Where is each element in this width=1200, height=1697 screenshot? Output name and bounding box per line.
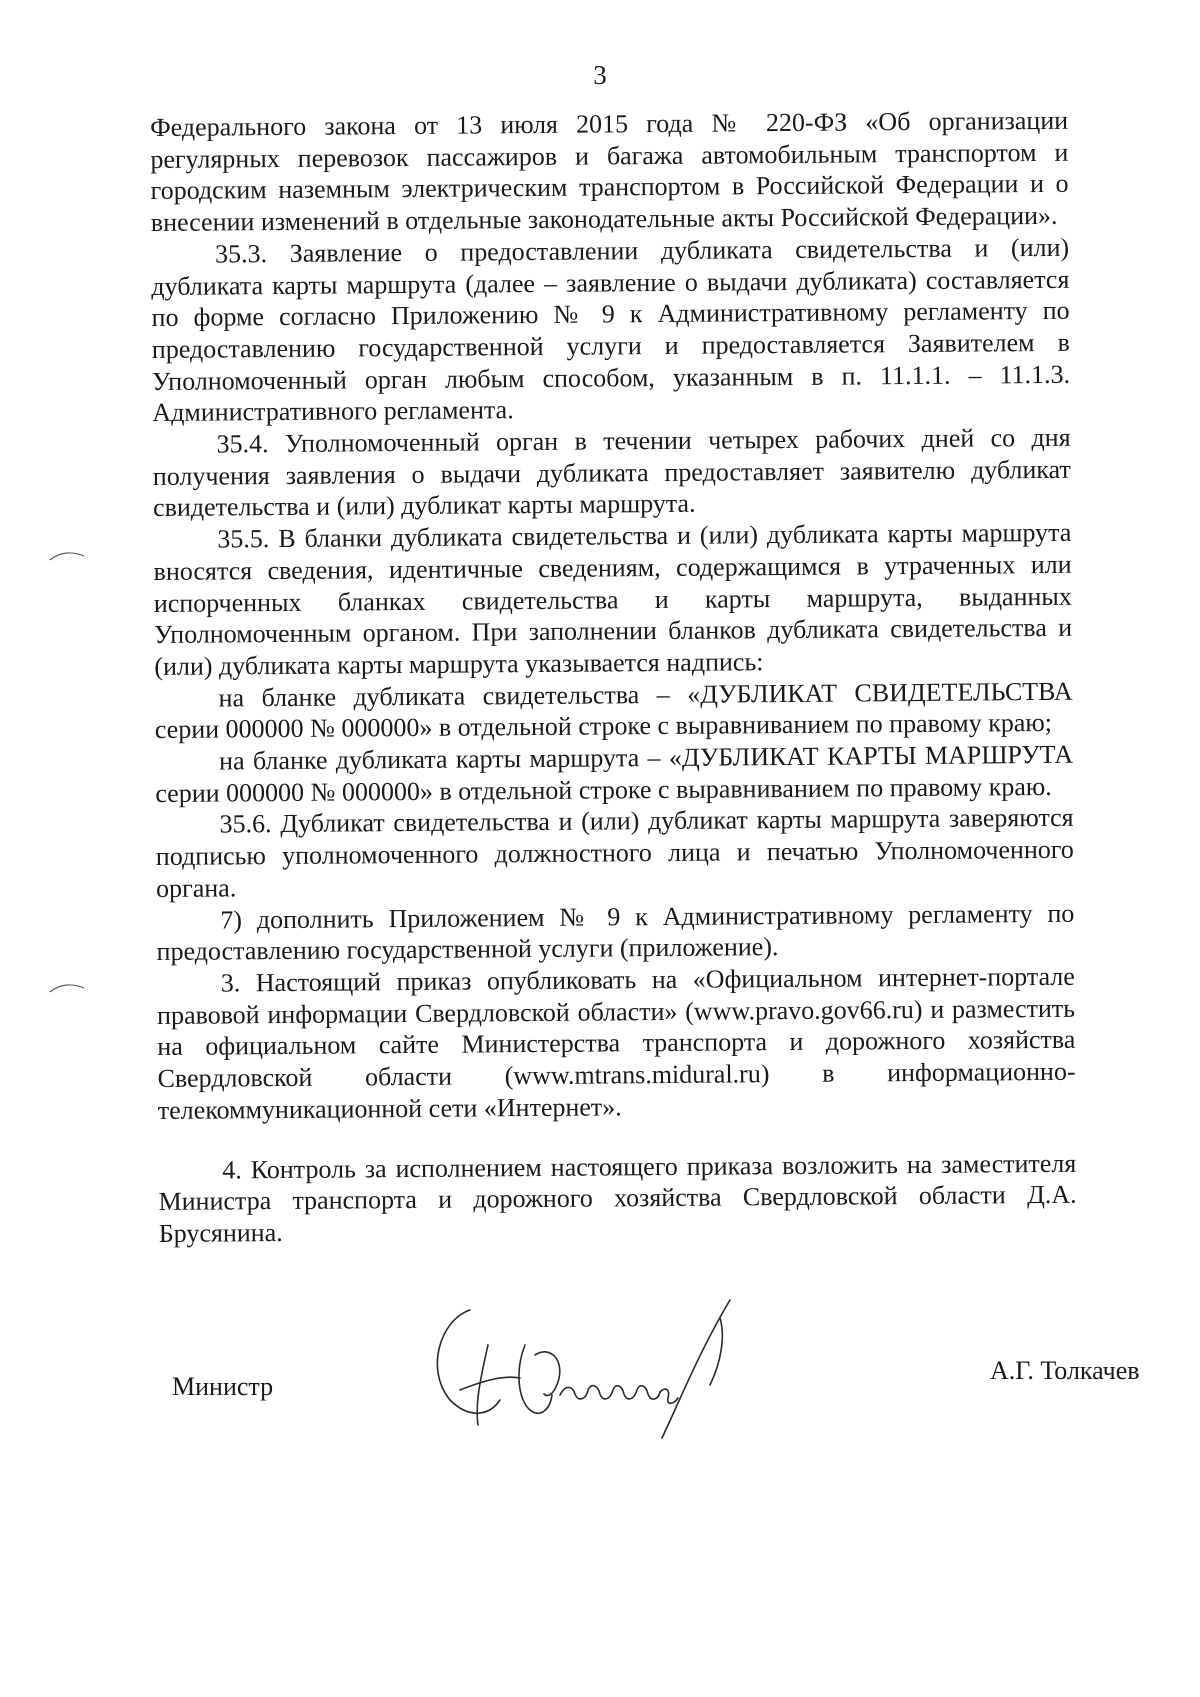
- paragraph-35-5: 35.5. В бланки дубликата свидетельства и (или) дубликата карты маршрута вносятся сведения, идентичные сведениям, содержащимся в утраченных или испорченных бланках свидетельства и карты маршрута, выданных Уполномоченным органом. При заполнении бланков дубликата свидетельства и (или) дубликата карты маршрута указывается надпись:: [153, 517, 1073, 681]
- body-text: [150, 105, 1077, 1250]
- paragraph-item-7: 7) дополнить Приложением № 9 к Административному регламенту по предоставлению государственной услуги (приложение).: [156, 898, 1075, 967]
- paragraph-law-continuation: Федерального закона от 13 июля 2015 года № 220-ФЗ «Об организации регулярных перевозок пассажиров и багажа автомобильным транспортом и городским наземным электрическим транспортом в Российской Федерации и о внесении изменений в отдельные законодательные акты Российской Федерации».: [150, 105, 1069, 238]
- paragraph-35-3: 35.3. Заявление о предоставлении дубликата свидетельства и (или) дубликата карты маршрута (далее – заявление о выдачи дубликата) составляется по форме согласно Приложению № 9 к Административному регламенту по предоставлению государственной услуги и предоставляется Заявителем в Уполномоченный орган любым способом, указанным в п. 11.1.1. – 11.1.3. Административного регламента.: [151, 232, 1071, 428]
- signatory-name: А.Г. Толкачев: [990, 1356, 1140, 1385]
- signature-block: [0, 1356, 1200, 1450]
- punch-mark: [48, 980, 88, 996]
- signatory-title: Министр: [172, 1372, 274, 1401]
- page-number: 3: [593, 60, 607, 90]
- paragraph-certificate-label: на бланке дубликата свидетельства – «ДУБЛИКАТ СВИДЕТЕЛЬСТВА серии 000000 № 000000» в отдельной строке с выравниванием по правому краю;: [154, 676, 1073, 745]
- paragraph-35-4: 35.4. Уполномоченный орган в течении четырех рабочих дней со дня получения заявления о выдачи дубликата предоставляет заявителю дубликат свидетельства и (или) дубликат карты маршрута.: [152, 422, 1071, 523]
- paragraph-35-6: 35.6. Дубликат свидетельства и (или) дубликат карты маршрута заверяются подписью уполномоченного должностного лица и печатью Уполномоченного органа.: [155, 803, 1074, 903]
- punch-mark: [48, 548, 88, 564]
- paragraph-item-3: 3. Настоящий приказ опубликовать на «Официальном интернет-портале правовой информации Свердловской области» (www.pravo.gov66.ru) и разместить на официальном сайте Министерства транспорта и дорожного хозяйства Свердловской области (www.mtrans.midural.ru) в информационно-телекоммуникационной сети «Интернет».: [156, 961, 1076, 1125]
- paragraph-route-card-label: на бланке дубликата карты маршрута – «ДУБЛИКАТ КАРТЫ МАРШРУТА серии 000000 № 000000» в отдельной строке с выравниванием по правому краю.: [155, 739, 1074, 808]
- paragraph-item-4: 4. Контроль за исполнением настоящего приказа возложить на заместителя Министра транспорта и дорожного хозяйства Свердловской области Д.А. Брусянина.: [158, 1148, 1077, 1248]
